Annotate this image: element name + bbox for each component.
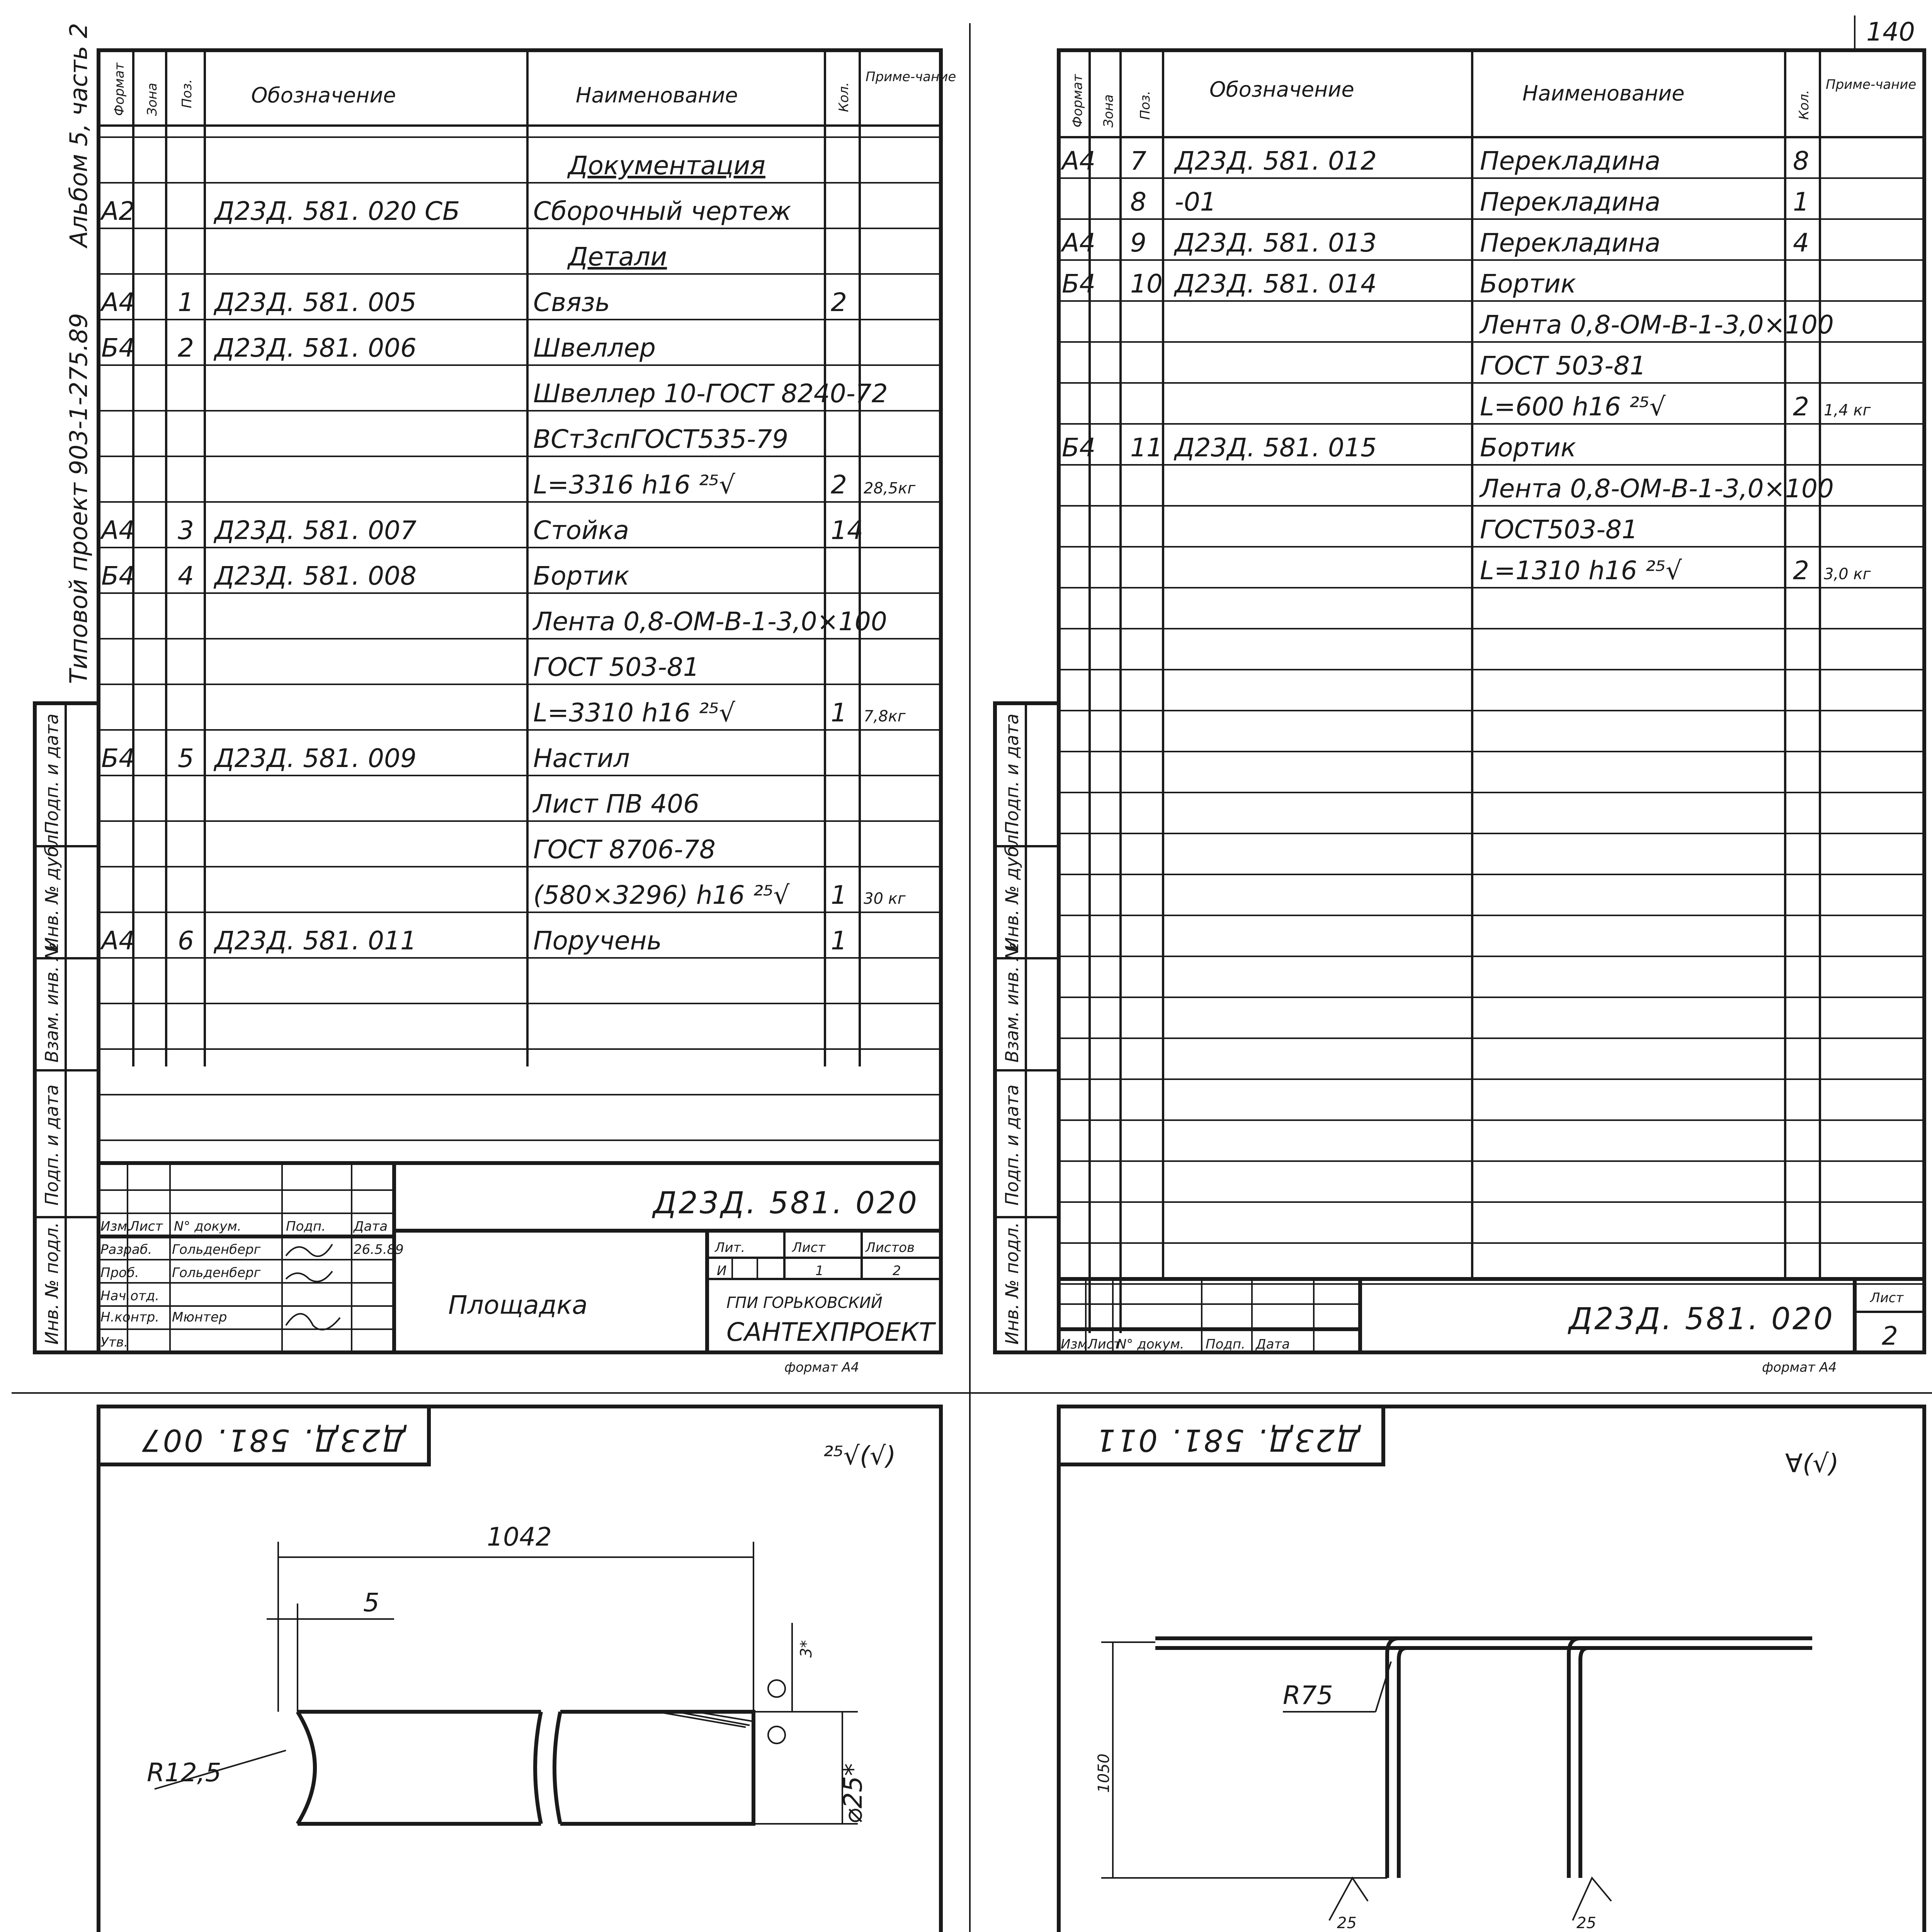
hdr-name: Наименование <box>576 83 738 107</box>
sheet2-rows <box>1059 137 1924 1284</box>
sheet1-row-8-name: Стойка <box>533 515 629 545</box>
s2-izm: Изм. <box>1061 1337 1092 1352</box>
sheet1-row-9-pos: 4 <box>178 561 194 591</box>
sheet1-row-3-fmt: А4 <box>101 287 135 317</box>
sheet1-side <box>35 23 99 1352</box>
s4-dim-1050: 1050 <box>1095 1753 1113 1793</box>
sheet1-row-7-qty: 2 <box>831 470 847 500</box>
sheet2-row-3-desig: Д23Д. 581. 014 <box>1175 269 1377 299</box>
s1-utv: Утв. <box>100 1335 128 1350</box>
sheet1-row-1-name: Сборочный чертеж <box>533 196 791 226</box>
hdr-format: Формат <box>112 63 127 116</box>
s4-rough-25a: 25 <box>1337 1914 1357 1932</box>
s1-razrab: Разраб. <box>100 1242 152 1257</box>
sheet1-row-6-name: ВСт3спГОСТ535-79 <box>533 424 789 454</box>
s1-nkontr: Н.контр. <box>100 1310 160 1325</box>
s1-list: Лист <box>129 1219 163 1234</box>
s4-code-rotated: Д23Д. 581. 011 <box>1094 1422 1360 1457</box>
sheet1-row-13-desig: Д23Д. 581. 009 <box>214 743 417 773</box>
sheet1-row-17-fmt: А4 <box>101 926 135 956</box>
page-number: 140 <box>1866 17 1915 47</box>
sheet2-row-7-name: Бортик <box>1480 433 1576 463</box>
sheet1-row-17-pos: 6 <box>178 926 194 956</box>
signatures <box>286 1244 340 1330</box>
sheet1-row-3-pos: 1 <box>178 287 194 317</box>
s1-ndoc: N° докум. <box>174 1219 242 1234</box>
s1-date: 26.5.89 <box>354 1242 404 1257</box>
s2-podp: Подп. <box>1206 1337 1245 1352</box>
s1-prob-name: Гольденберг <box>172 1265 261 1281</box>
sheet1-row-8-pos: 3 <box>178 515 194 545</box>
s4-rough-25b: 25 <box>1577 1914 1596 1932</box>
hdr-designation: Обозначение <box>251 83 396 107</box>
sheet1-row-3-desig: Д23Д. 581. 005 <box>214 287 417 317</box>
sheet1-title-block <box>99 1163 941 1375</box>
s3-code-rotated: Д23Д. 581. 007 <box>139 1422 406 1457</box>
sheet1-row-17-name: Поручень <box>533 926 662 956</box>
s2-ndoc: N° докум. <box>1117 1337 1184 1352</box>
sheet2-row-9-name: ГОСТ503-81 <box>1480 515 1638 544</box>
s1-lit: Лит. <box>715 1240 745 1255</box>
sheet1-row-14-name: Лист ПВ 406 <box>533 789 700 819</box>
sheet1-row-12-note: 7,8кг <box>864 707 906 725</box>
s2-code: Д23Д. 581. 020 <box>1569 1302 1835 1337</box>
sheet2-row-2-qty: 4 <box>1793 228 1809 258</box>
side-sign-1: Подп. и дата <box>41 713 62 835</box>
sheet2-row-2-pos: 9 <box>1130 228 1146 258</box>
side-sign-2: Подп. и дата <box>41 1084 62 1206</box>
s2-side-inv-dubl: Инв. № дубл. <box>1002 829 1022 951</box>
s2-sheet-label: Лист <box>1870 1290 1904 1306</box>
sheet2-row-6-note: 1,4 кг <box>1824 401 1871 419</box>
sheet2-row-1-name: Перекладина <box>1480 187 1661 217</box>
s2-hdr-zone: Зона <box>1101 94 1116 128</box>
sheet2-row-2-name: Перекладина <box>1480 228 1661 258</box>
hdr-zone: Зона <box>145 83 160 116</box>
s2-hdr-note: Приме-чание <box>1826 77 1917 92</box>
sheet2-row-0-fmt: А4 <box>1062 146 1096 176</box>
s1-sheets-val: 2 <box>893 1263 901 1279</box>
sheet1-row-5-name: Швеллер 10-ГОСТ 8240-72 <box>533 379 888 408</box>
sheet2-row-3-pos: 10 <box>1130 269 1163 299</box>
s1-sheets: Листов <box>866 1240 915 1255</box>
sheet1-row-7-note: 28,5кг <box>864 480 916 497</box>
dim-1042: 1042 <box>487 1522 552 1552</box>
side-inv-podl: Инв. № подл. <box>41 1222 62 1345</box>
sheet2-row-3-name: Бортик <box>1480 269 1576 299</box>
sheet1-row-8-desig: Д23Д. 581. 007 <box>214 515 417 545</box>
s2-side-sign-1: Подп. и дата <box>1002 713 1022 835</box>
s2-sheet-no: 2 <box>1882 1321 1898 1351</box>
sheet1-row-13-fmt: Б4 <box>101 743 135 773</box>
sheet2-row-6-name: L=600 h16 ²⁵√ <box>1480 392 1666 422</box>
sheet1-row-11-name: ГОСТ 503-81 <box>533 652 699 682</box>
s1-izm: Изм. <box>100 1219 131 1234</box>
sheet2-row-2-desig: Д23Д. 581. 013 <box>1175 228 1377 258</box>
sheet2-row-10-note: 3,0 кг <box>1824 565 1871 583</box>
s2-side-inv-podl: Инв. № подл. <box>1002 1222 1022 1345</box>
side-vzam: Взам. инв. № <box>41 942 62 1063</box>
s2-hdr-qty: Кол. <box>1796 90 1812 120</box>
side-album: Альбом 5, часть 2 <box>65 23 93 247</box>
poruchen-drawing <box>1091 1638 1812 1932</box>
s2-hdr-name: Наименование <box>1522 81 1685 105</box>
sheet2-row-5-name: ГОСТ 503-81 <box>1480 351 1646 381</box>
s3-roughness: ²⁵√(√) <box>823 1441 896 1471</box>
sheet1-row-2-name: Детали <box>568 242 667 272</box>
sheet-4 <box>995 1406 1924 1932</box>
s2-hdr-pos: Поз. <box>1138 90 1153 120</box>
sheet1-row-4-fmt: Б4 <box>101 333 135 363</box>
sheet1-row-16-name: (580×3296) h16 ²⁵√ <box>533 880 790 910</box>
sheet1-row-10-name: Лента 0,8-ОМ-В-1-3,0×100 <box>533 607 887 636</box>
side-project: Типовой проект 903-1-275.89 <box>65 313 93 684</box>
s2-format: формат А4 <box>1762 1360 1837 1375</box>
sheet2-row-1-pos: 8 <box>1130 187 1146 217</box>
sheet1-row-8-qty: 14 <box>831 515 863 545</box>
sheet2-row-7-desig: Д23Д. 581. 015 <box>1175 433 1377 463</box>
sheet2-row-1-qty: 1 <box>1793 187 1809 217</box>
sheet1-row-17-qty: 1 <box>831 926 847 956</box>
sheet1-row-13-name: Настил <box>533 743 630 773</box>
s1-razrab-name: Гольденберг <box>172 1242 261 1257</box>
s2-hdr-designation: Обозначение <box>1209 77 1354 102</box>
s1-code: Д23Д. 581. 020 <box>653 1186 919 1221</box>
sheet2-row-4-name: Лента 0,8-ОМ-В-1-3,0×100 <box>1480 310 1834 340</box>
s2-hdr-format: Формат <box>1070 74 1085 128</box>
s1-data: Дата <box>354 1219 388 1234</box>
sheet1-row-9-desig: Д23Д. 581. 008 <box>214 561 417 591</box>
sheet1-row-9-fmt: Б4 <box>101 561 135 591</box>
sheet2-row-1-desig: -01 <box>1175 187 1216 217</box>
stoika-drawing <box>147 1522 868 1824</box>
sheet1-frame <box>99 50 941 1352</box>
sheet1-row-7-name: L=3316 h16 ²⁵√ <box>533 470 735 500</box>
s2-side-vzam: Взам. инв. № <box>1002 942 1022 1063</box>
sheet2-row-6-qty: 2 <box>1793 392 1809 422</box>
s1-prob: Проб. <box>100 1265 139 1281</box>
sheet2-title-block <box>1059 1279 1924 1375</box>
dim-5: 5 <box>363 1588 379 1617</box>
sheet2-row-7-fmt: Б4 <box>1062 433 1096 463</box>
s1-title: Площадка <box>448 1290 588 1320</box>
dim-r12-5: R12,5 <box>147 1758 221 1787</box>
sheet2-row-0-pos: 7 <box>1130 146 1146 176</box>
sheet2-row-3-fmt: Б4 <box>1062 269 1096 299</box>
sheet1-row-13-pos: 5 <box>178 743 194 773</box>
sheet4-frame <box>1059 1406 1924 1932</box>
s1-nkontr-name: Мюнтер <box>172 1310 227 1325</box>
s1-nach: Нач.отд. <box>100 1288 160 1304</box>
sheet-2 <box>995 50 1924 1375</box>
sheet1-row-1-desig: Д23Д. 581. 020 СБ <box>214 196 460 226</box>
sheet2-row-0-name: Перекладина <box>1480 146 1661 176</box>
sheet-3 <box>35 1406 941 1932</box>
sheet-1 <box>35 23 956 1375</box>
s1-lit-val: И <box>717 1263 727 1279</box>
sheet1-row-1-fmt: А2 <box>101 196 135 226</box>
sheet1-row-12-name: L=3310 h16 ²⁵√ <box>533 698 735 728</box>
sheet2-row-10-name: L=1310 h16 ²⁵√ <box>1480 556 1682 585</box>
s1-sheet-val: 1 <box>815 1263 824 1279</box>
sheet1-rows <box>99 137 941 1140</box>
hdr-note: Приме-чание <box>866 69 956 85</box>
sheet1-row-16-note: 30 кг <box>864 890 906 908</box>
s2-list: Лист <box>1088 1337 1121 1352</box>
sheet1-row-16-qty: 1 <box>831 880 847 910</box>
sheet3-frame <box>99 1406 941 1932</box>
s4-roughness: ∀(√) <box>1785 1449 1839 1478</box>
sheet1-row-15-name: ГОСТ 8706-78 <box>533 835 716 864</box>
sheet2-side <box>995 703 1059 1352</box>
sheet2-row-2-fmt: А4 <box>1062 228 1096 258</box>
s1-org2: САНТЕХПРОЕКТ <box>726 1317 935 1347</box>
sheet1-row-3-name: Связь <box>533 287 610 317</box>
s1-sheet: Лист <box>792 1240 826 1255</box>
sheet1-row-17-desig: Д23Д. 581. 011 <box>214 926 417 956</box>
hdr-pos: Поз. <box>179 79 195 108</box>
sheet1-row-4-name: Швеллер <box>533 333 656 363</box>
dim-3: 3* <box>798 1640 815 1658</box>
sheet1-row-9-name: Бортик <box>533 561 629 591</box>
sheet2-row-8-name: Лента 0,8-ОМ-В-1-3,0×100 <box>1480 474 1834 503</box>
sheet1-row-4-pos: 2 <box>178 333 194 363</box>
s1-podp: Подп. <box>286 1219 326 1234</box>
s4-r75-1: R75 <box>1283 1680 1333 1710</box>
sheet2-row-0-desig: Д23Д. 581. 012 <box>1175 146 1377 176</box>
s2-data: Дата <box>1256 1337 1290 1352</box>
sheet2-row-7-pos: 11 <box>1130 433 1163 463</box>
sheet1-row-8-fmt: А4 <box>101 515 135 545</box>
sheet1-row-12-qty: 1 <box>831 698 847 728</box>
s1-format: формат А4 <box>784 1360 859 1375</box>
sheet1-row-3-qty: 2 <box>831 287 847 317</box>
sheet1-row-4-desig: Д23Д. 581. 006 <box>214 333 417 363</box>
sheet2-row-0-qty: 8 <box>1793 146 1809 176</box>
sheet2-row-10-qty: 2 <box>1793 556 1809 585</box>
hdr-qty: Кол. <box>836 82 852 112</box>
sheet1-row-0-name: Документация <box>568 151 765 180</box>
s1-org1: ГПИ ГОРЬКОВСКИЙ <box>726 1294 883 1312</box>
s2-side-sign-2: Подп. и дата <box>1002 1084 1022 1206</box>
dim-d25: ⌀25* <box>838 1763 868 1824</box>
side-inv-dubl: Инв. № дубл. <box>41 829 62 951</box>
